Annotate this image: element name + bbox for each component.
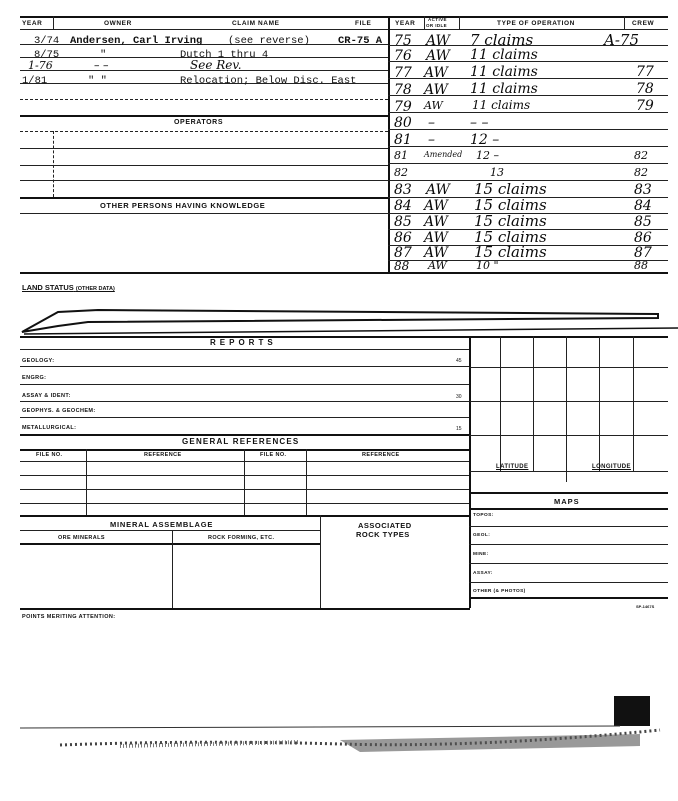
col-header-file: FILE xyxy=(355,20,372,27)
owner-row-3-claim: Relocation; Below Disc. East xyxy=(180,75,357,87)
op-row-9-year: 83 xyxy=(394,182,412,198)
op-row-2-crew: 77 xyxy=(636,64,654,80)
land-status-title: LAND STATUS (OTHER DATA) xyxy=(22,283,115,292)
op-row-1-status: AW xyxy=(426,48,450,64)
owner-row-1-claim: Dutch 1 thru 4 xyxy=(180,49,269,61)
maps-assay-label: ASSAY: xyxy=(473,571,493,576)
op-row-10-crew: 84 xyxy=(634,198,652,214)
ref-col-reference-1: REFERENCE xyxy=(144,452,182,458)
op-row-5-year: 80 xyxy=(394,115,412,131)
op-row-13-type: 15 claims xyxy=(474,243,547,261)
op-row-9-status: AW xyxy=(426,182,450,198)
op-row-14-crew: 88 xyxy=(634,259,648,272)
op-row-3-year: 78 xyxy=(394,82,412,98)
op-row-12-crew: 86 xyxy=(634,230,652,246)
op-row-2-year: 77 xyxy=(394,65,412,81)
op-row-9-type: 15 claims xyxy=(474,180,547,198)
op-row-7-type: 12 – xyxy=(476,149,499,162)
op-row-13-status: AW xyxy=(424,245,448,261)
op-row-7-status: Amended xyxy=(424,150,463,159)
op-row-5-type: – – xyxy=(470,115,489,131)
op-row-11-status: AW xyxy=(424,214,448,230)
col-header-active-2: OR IDLE xyxy=(426,23,448,28)
op-row-10-type: 15 claims xyxy=(474,196,547,214)
owner-row-1-owner: " xyxy=(100,49,107,61)
op-row-7-crew: 82 xyxy=(634,149,648,162)
owner-row-1-year: 8/75 xyxy=(34,49,60,61)
owner-row-0-year: 3/74 xyxy=(34,35,60,47)
op-row-3-type: 11 claims xyxy=(470,81,538,97)
op-row-10-year: 84 xyxy=(394,198,412,214)
op-row-13-crew: 87 xyxy=(634,245,652,261)
maps-geol-label: GEOL: xyxy=(473,533,491,538)
maps-mine-label: MINE: xyxy=(473,552,489,557)
op-row-0-year: 75 xyxy=(394,33,412,49)
ref-col-reference-2: REFERENCE xyxy=(362,452,400,458)
report-metallurgical-label: METALLURGICAL: xyxy=(22,425,77,431)
op-row-6-type: 12 – xyxy=(470,132,500,148)
rock-types-label: ROCK TYPES xyxy=(356,530,410,539)
owner-row-3-owner: " " xyxy=(88,75,107,87)
op-row-11-crew: 85 xyxy=(634,214,652,230)
owner-row-0-owner: Andersen, Carl Irving xyxy=(70,35,203,47)
owner-row-0-file: CR-75 A xyxy=(338,35,383,47)
associated-label: ASSOCIATED xyxy=(358,521,412,530)
report-geology-label: GEOLOGY: xyxy=(22,358,55,364)
op-row-10-status: AW xyxy=(424,198,448,214)
op-row-2-type: 11 claims xyxy=(470,64,538,80)
report-assay-num: 30 xyxy=(456,394,462,400)
op-row-1-year: 76 xyxy=(394,48,412,64)
op-row-0-type: 7 claims xyxy=(470,31,534,49)
op-row-11-type: 15 claims xyxy=(474,212,547,230)
ore-minerals-label: ORE MINERALS xyxy=(58,535,105,541)
op-row-0-crew: A-75 xyxy=(604,31,639,49)
op-row-2-status: AW xyxy=(424,65,448,81)
op-row-3-status: AW xyxy=(424,82,448,98)
op-row-14-year: 88 xyxy=(394,259,410,273)
op-row-3-crew: 78 xyxy=(636,81,654,97)
op-row-9-crew: 83 xyxy=(634,182,652,198)
op-row-12-type: 15 claims xyxy=(474,228,547,246)
col-header-crew: CREW xyxy=(632,20,655,27)
op-row-8-crew: 82 xyxy=(634,166,648,179)
mineral-assemblage-title: MINERAL ASSEMBLAGE xyxy=(110,520,214,529)
owner-row-0-claim: (see reverse) xyxy=(228,35,310,47)
maps-other-label: OTHER (& PHOTOS) xyxy=(473,589,526,594)
ref-col-file-no-1: FILE NO. xyxy=(36,452,63,458)
op-row-13-year: 87 xyxy=(394,245,412,261)
form-number: SP-1467S xyxy=(636,604,655,609)
op-row-4-crew: 79 xyxy=(636,98,654,114)
col-header-owner: OWNER xyxy=(104,20,132,27)
other-persons-label: OTHER PERSONS HAVING KNOWLEDGE xyxy=(100,201,266,210)
op-row-11-year: 85 xyxy=(394,214,412,230)
owner-row-3-year: 1/81 xyxy=(22,75,48,87)
op-row-14-status: AW xyxy=(428,259,447,272)
general-references-title: GENERAL REFERENCES xyxy=(182,437,300,446)
col-header-claim-name: CLAIM NAME xyxy=(232,20,280,27)
op-row-14-type: 10 " xyxy=(476,259,499,272)
col-header-type-of-operation: TYPE OF OPERATION xyxy=(497,20,575,27)
col-header-year: YEAR xyxy=(22,20,43,27)
report-engrg-label: ENGRG: xyxy=(22,375,47,381)
op-row-8-type: 13 xyxy=(490,166,504,179)
owner-row-2-claim: See Rev. xyxy=(190,58,242,72)
scan-noise xyxy=(0,700,678,780)
op-row-1-type: 11 claims xyxy=(470,47,538,63)
rock-forming-label: ROCK FORMING, ETC. xyxy=(208,535,275,541)
report-geophys-label: GEOPHYS. & GEOCHEM: xyxy=(22,408,96,414)
op-row-4-year: 79 xyxy=(394,99,412,115)
col-header-active-1: ACTIVE xyxy=(428,17,447,22)
op-row-12-year: 86 xyxy=(394,230,412,246)
reports-title: REPORTS xyxy=(210,338,277,347)
longitude-label: LONGITUDE xyxy=(592,464,631,470)
report-assay-label: ASSAY & IDENT: xyxy=(22,393,71,399)
ref-col-file-no-2: FILE NO. xyxy=(260,452,287,458)
operators-label: OPERATORS xyxy=(174,119,224,126)
op-row-4-status: AW xyxy=(424,99,443,112)
maps-title: MAPS xyxy=(554,497,580,506)
op-row-8-year: 82 xyxy=(394,166,408,179)
op-row-6-status: – xyxy=(428,132,435,148)
op-row-0-status: AW xyxy=(426,33,450,49)
report-metallurgical-num: 15 xyxy=(456,426,462,432)
maps-topos-label: TOPOS: xyxy=(473,513,494,518)
op-row-4-type: 11 claims xyxy=(472,98,531,112)
owner-row-2-year: 1-76 xyxy=(28,59,53,72)
report-geology-num: 45 xyxy=(456,358,462,364)
op-row-12-status: AW xyxy=(424,230,448,246)
latitude-label: LATITUDE xyxy=(496,464,529,470)
owner-row-2-owner: – – xyxy=(94,59,109,72)
op-row-6-year: 81 xyxy=(394,132,412,148)
op-row-7-year: 81 xyxy=(394,149,408,162)
op-row-5-status: – xyxy=(428,115,435,131)
points-meriting-label: POINTS MERITING ATTENTION: xyxy=(22,614,116,620)
col-header-year-2: YEAR xyxy=(395,20,416,27)
